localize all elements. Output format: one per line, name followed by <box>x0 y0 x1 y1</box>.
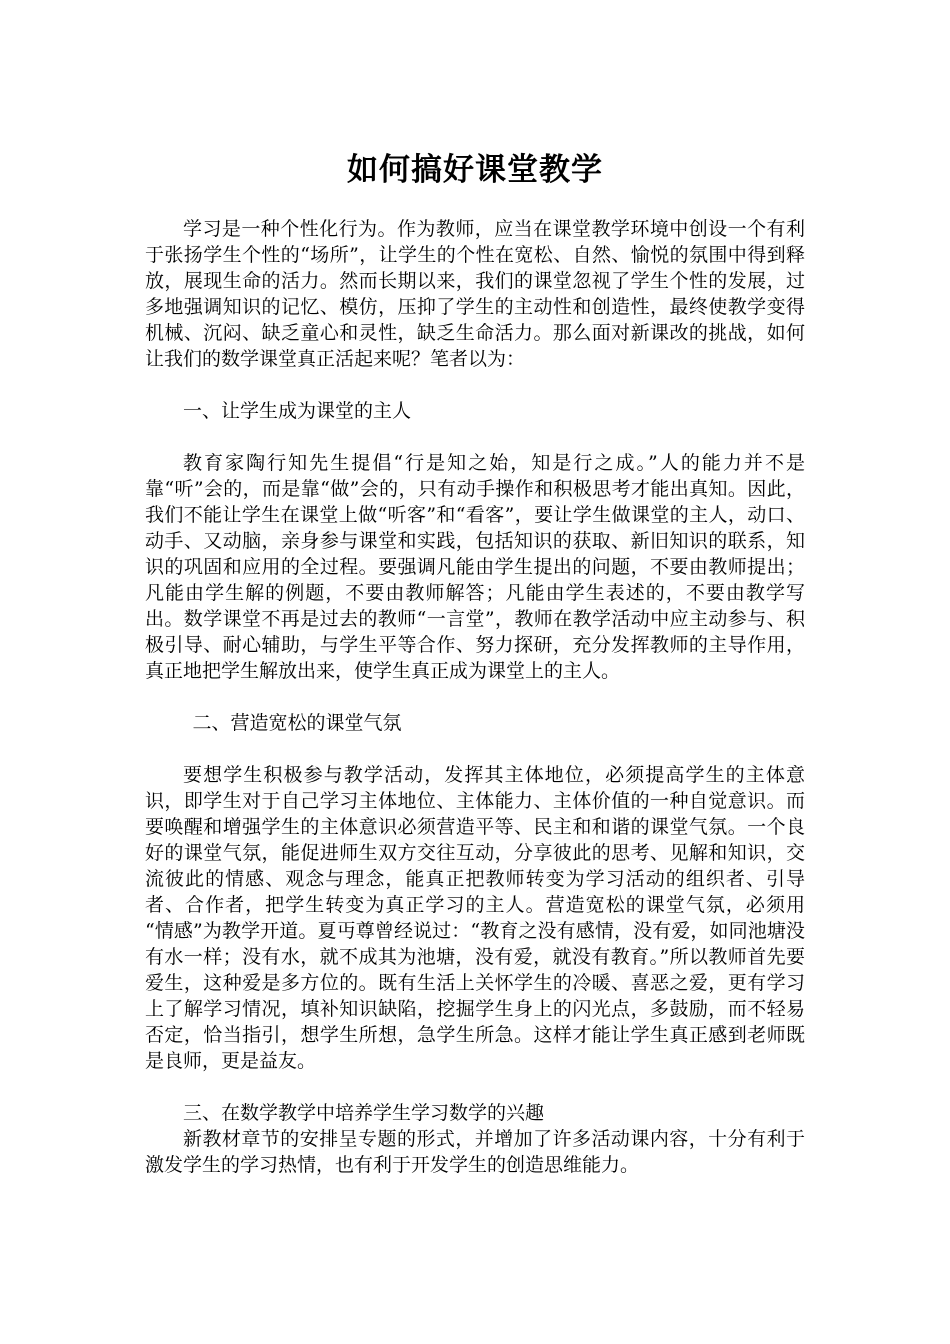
section-2-paragraph: 要想学生积极参与教学活动，发挥其主体地位，必须提高学生的主体意识，即学生对于自己学习主体地位、主体能力、主体价值的一种自觉意识。而要唤醒和增强学生的主体意识必须营造平等、民主和和谐的课堂气氛。一个良好的课堂气氛，能促进师生双方交往互动，分享彼此的思考、见解和知识，交流彼此的情感、观念与理念，能真正把教师转变为学习活动的组织者、引导者、合作者，把学生转变为真正学习的主人。营造宽松的课堂气氛，必须用 “情感”为教学开道。夏丏尊曾经说过：“教育之没有感情，没有爱，如同池塘没有水一样；没有水，就不成其为池塘，没有爱，就没有教育。”所以教师首先要爱生，这种爱是多方位的。既有生活上关怀学生的冷暖、喜恶之爱，更有学习上了解学习情况，填补知识缺陷，挖掘学生身上的闪光点，多鼓励，而不轻易否定，恰当指引，想学生所想，急学生所急。这样才能让学生真正感到老师既是良师，更是益友。 <box>145 764 805 1072</box>
section-2-heading: 二、营造宽松的课堂气氛 <box>192 712 402 734</box>
document-page <box>145 148 805 1178</box>
section-3-heading: 三、在数学教学中培养学生学习数学的兴趣 <box>183 1102 545 1124</box>
document-title: 如何搞好课堂教学 <box>347 152 603 188</box>
section-1-paragraph: 教育家陶行知先生提倡“行是知之始，知是行之成。”人的能力并不是靠“听”会的，而是靠“做”会的，只有动手操作和积极思考才能出真知。因此，我们不能让学生在课堂上做“听客”和“看客”，要让学生做课堂的主人，动口、动手、又动脑，亲身参与课堂和实践，包括知识的获取、新旧知识的联系，知识的巩固和应用的全过程。要强调凡能由学生提出的问题，不要由教师提出；凡能由学生解的例题，不要由教师解答；凡能由学生表述的，不要由教学写出。数学课堂不再是过去的教师“一言堂”，教师在教学活动中应主动参与、积极引导、耐心辅助，与学生平等合作、努力探研，充分发挥教师的主导作用，真正地把学生解放出来，使学生真正成为课堂上的主人。 <box>145 452 805 682</box>
section-1-heading: 一、让学生成为课堂的主人 <box>183 400 412 422</box>
intro-paragraph: 学习是一种个性化行为。作为教师，应当在课堂教学环境中创设一个有利于张扬学生个性的“场所”，让学生的个性在宽松、自然、愉悦的氛围中得到释放，展现生命的活力。然而长期以来，我们的课堂忽视了学生个性的发展，过多地强调知识的记忆、模仿，压抑了学生的主动性和创造性，最终使教学变得机械、沉闷、缺乏童心和灵性，缺乏生命活力。那么面对新课改的挑战，如何让我们的数学课堂真正活起来呢？笔者以为： <box>145 218 805 370</box>
section-3-paragraph: 新教材章节的安排呈专题的形式，并增加了许多活动课内容，十分有利于激发学生的学习热情，也有利于开发学生的创造思维能力。 <box>145 1128 805 1176</box>
